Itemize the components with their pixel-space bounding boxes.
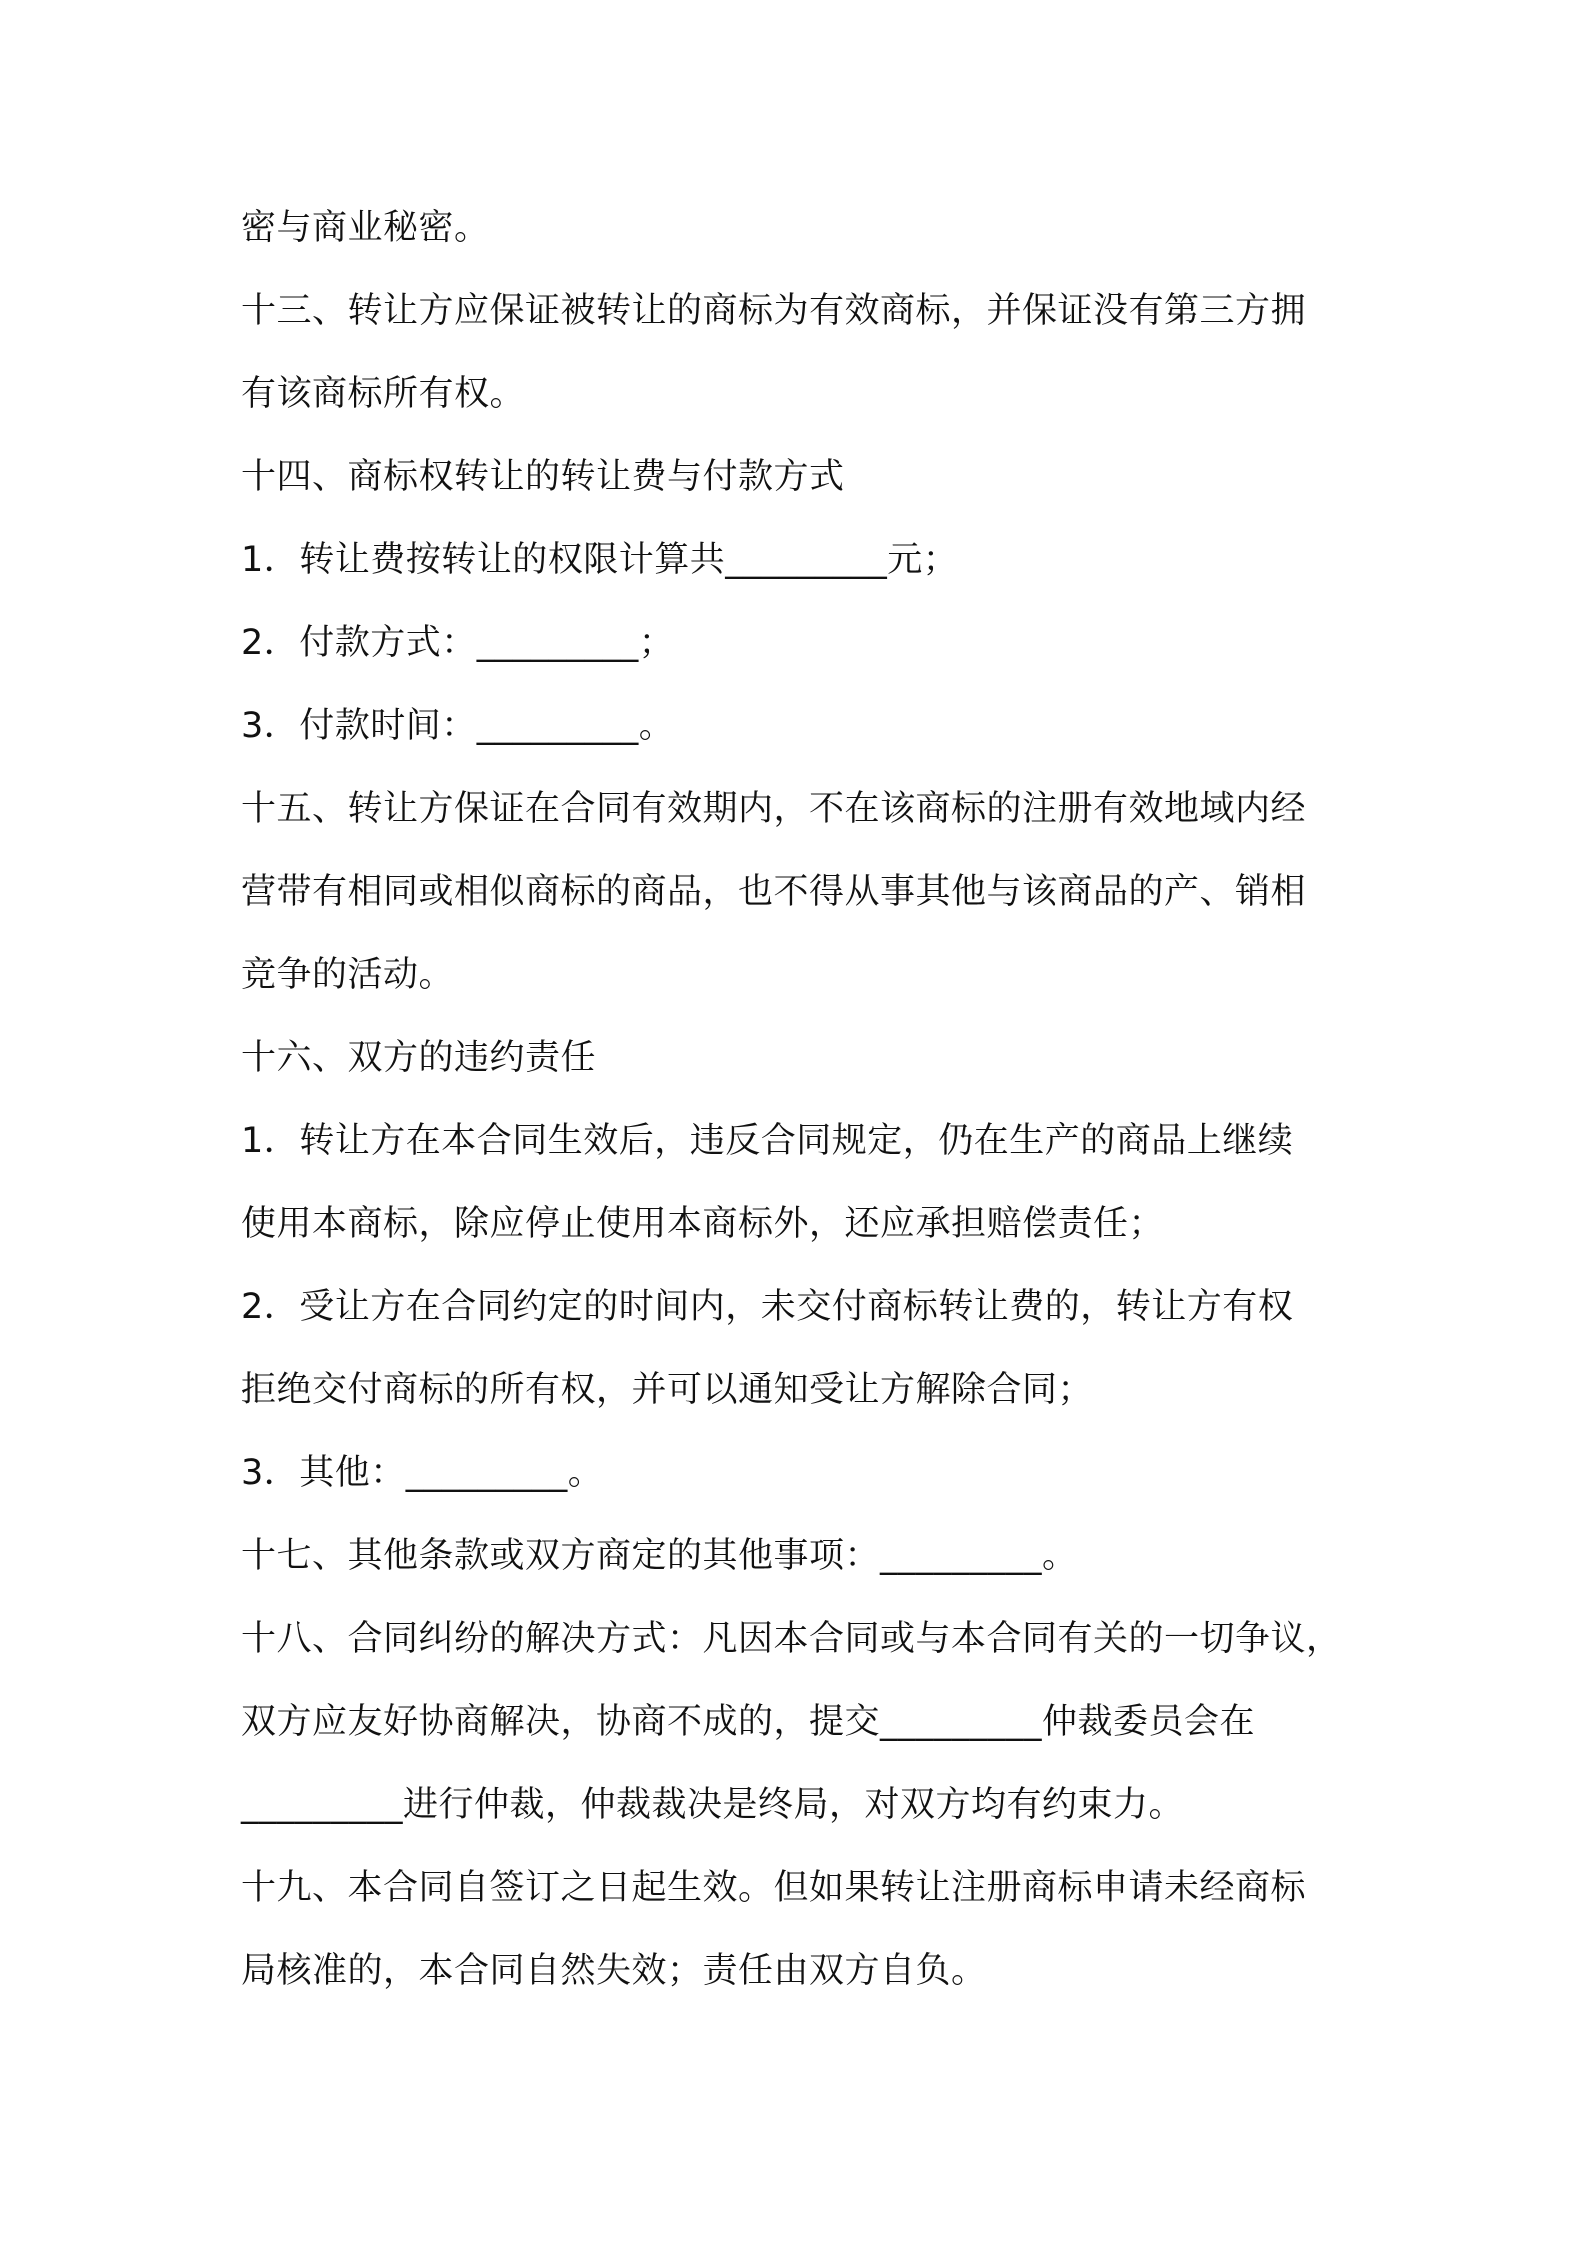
text-line-3: 有该商标所有权。	[241, 374, 526, 414]
text-line-7: 3．付款时间：_________。	[241, 706, 675, 746]
text-line-15: 拒绝交付商标的所有权，并可以通知受让方解除合同；	[241, 1370, 1094, 1410]
text-line-20: _________进行仲裁，仲裁裁决是终局，对双方均有约束力。	[241, 1785, 1185, 1825]
text-line-16: 3．其他：_________。	[241, 1453, 604, 1493]
text-line-13: 使用本商标，除应停止使用本商标外，还应承担赔偿责任；	[241, 1204, 1165, 1244]
text-line-4: 十四、商标权转让的转让费与付款方式	[241, 457, 845, 497]
text-line-5: 1．转让费按转让的权限计算共_________元；	[241, 540, 959, 580]
text-line-22: 局核准的，本合同自然失效；责任由双方自负。	[241, 1951, 987, 1991]
text-line-17: 十七、其他条款或双方商定的其他事项：_________。	[241, 1536, 1078, 1576]
text-line-14: 2．受让方在合同约定的时间内，未交付商标转让费的，转让方有权	[241, 1287, 1294, 1327]
text-line-8: 十五、转让方保证在合同有效期内，不在该商标的注册有效地域内经	[241, 789, 1307, 829]
text-line-10: 竞争的活动。	[241, 955, 455, 995]
text-line-19: 双方应友好协商解决，协商不成的，提交_________仲裁委员会在	[241, 1702, 1256, 1742]
text-line-21: 十九、本合同自签订之日起生效。但如果转让注册商标申请未经商标	[241, 1868, 1307, 1908]
text-line-12: 1．转让方在本合同生效后，违反合同规定，仍在生产的商品上继续	[241, 1121, 1294, 1161]
text-line-11: 十六、双方的违约责任	[241, 1038, 597, 1078]
text-line-1: 密与商业秘密。	[241, 208, 490, 248]
text-line-18: 十八、合同纠纷的解决方式：凡因本合同或与本合同有关的一切争议，	[241, 1619, 1342, 1659]
text-line-2: 十三、转让方应保证被转让的商标为有效商标，并保证没有第三方拥	[241, 291, 1307, 331]
text-line-6: 2．付款方式：_________；	[241, 623, 675, 663]
text-line-9: 营带有相同或相似商标的商品，也不得从事其他与该商品的产、销相	[241, 872, 1307, 912]
